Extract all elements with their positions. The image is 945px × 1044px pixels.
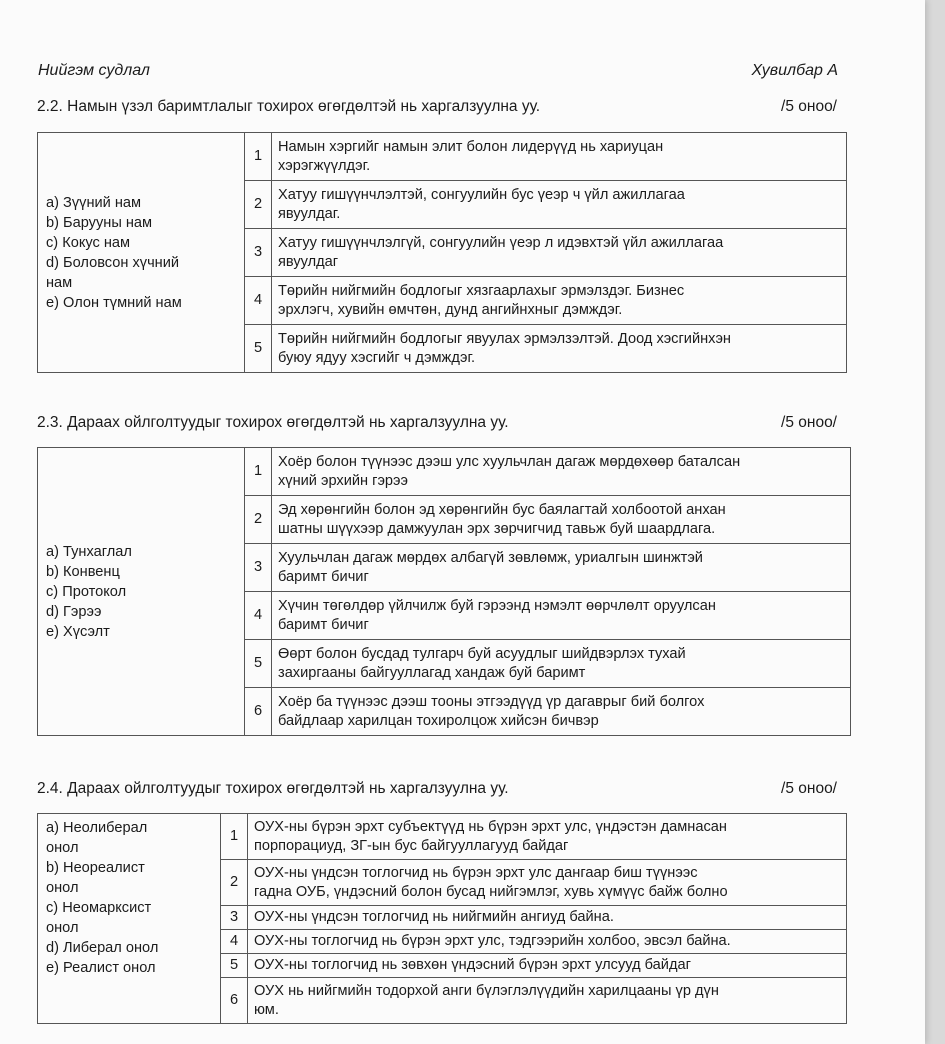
option-item: онол [46,880,79,896]
description-line: Эд хөрөнгийн болон эд хөрөнгийн бус баялагтай холбоотой анхан [278,501,726,518]
option-item: c) Неомарксист [46,900,152,916]
description-line: гадна ОУБ, үндэсний болон бусад нийгэмлэг, хувь хүмүүс байж болно [254,883,728,900]
description-line: буюу ядуу хэсгийг ч дэмждэг. [278,349,476,366]
question-points: /5 оноо/ [781,780,837,797]
option-item: b) Конвенц [46,563,120,580]
question-points: /5 оноо/ [781,98,837,115]
matching-table-2-3 [37,447,851,736]
row-description [272,181,847,229]
row-number: 6 [245,688,272,736]
description-line: явуулдаг [278,253,339,270]
row-description [272,133,847,181]
subject-title: Нийгэм судлал [38,62,150,79]
row-description [272,448,851,496]
description-line: явуулдаг. [278,205,341,222]
options-cell [38,448,245,736]
description-line: баримт бичиг [278,568,369,585]
option-item: е) Хүсэлт [46,623,110,640]
question-2-3-heading [37,414,837,432]
row-number: 4 [221,930,248,954]
description-line: байдлаар харилцан тохиролцож хийсэн бичвэр [278,712,599,729]
description-line: ОУХ-ны тоглогчид нь зөвхөн үндэсний бүрэн эрхт улсууд байдаг [254,957,691,973]
description-line: баримт бичиг [278,616,369,633]
question-points: /5 оноо/ [781,414,837,431]
row-number: 2 [245,496,272,544]
row-description [248,978,847,1024]
row-description [272,640,851,688]
description-line: Өөрт болон бусдад тулгарч буй асуудлыг шийдвэрлэх тухай [278,645,686,662]
row-number: 3 [245,544,272,592]
matching-table-2-2 [37,132,847,373]
option-item: d) Боловсон хүчний [46,254,180,271]
options-cell [38,814,221,1024]
description-line: Хатуу гишүүнчлэлгүй, сонгуулийн үеэр л идэвхтэй үйл ажиллагаа [278,234,724,251]
row-number: 3 [245,229,272,277]
description-line: Хатуу гишүүнчлэлтэй, сонгуулийн бус үеэр ч үйл ажиллагаа [278,186,685,203]
option-item: b) Барууны нам [46,214,153,231]
option-item: е) Олон түмний нам [46,294,182,311]
row-description [248,814,847,860]
row-description [272,496,851,544]
description-line: шатны шүүхээр дамжуулан эрх зөрчигчид тавьж буй шаардлага. [278,520,716,537]
row-number: 1 [221,814,248,860]
option-item: онол [46,840,79,856]
option-item: d) Либерал онол [46,940,159,956]
question-title: 2.4. Дараах ойлголтуудыг тохирох өгөгдөлтэй нь харгалзуулна уу. [37,780,509,797]
row-number: 2 [245,181,272,229]
description-line: захиргааны байгууллагад хандаж буй баримт [278,664,586,681]
description-line: Хоёр ба түүнээс дээш тооны этгээдүүд үр дагаврыг бий болгох [278,693,705,710]
option-item: а) Зүүний нам [46,194,142,211]
description-line: порпорациуд, ЗГ-ын бус байгууллагууд байдаг [254,837,569,854]
row-description [272,325,847,373]
description-line: хэрэгжүүлдэг. [278,157,371,174]
option-item: онол [46,920,79,936]
row-description [248,860,847,906]
row-description [272,277,847,325]
row-number: 1 [245,448,272,496]
option-item: c) Протокол [46,583,127,600]
row-description [272,544,851,592]
description-line: ОУХ-ны үндсэн тоглогчид нь бүрэн эрхт улс дангаар биш түүнээс [254,864,698,881]
row-description [248,906,847,930]
description-line: Хүчин төгөлдөр үйлчилж буй гэрээнд нэмэлт өөрчлөлт оруулсан [278,597,716,614]
option-item: c) Кокус нам [46,234,131,251]
row-description [272,688,851,736]
row-number: 5 [245,640,272,688]
matching-table-2-4 [37,813,847,1024]
option-item: е) Реалист онол [46,960,156,976]
row-description [272,592,851,640]
option-item: а) Тунхаглал [46,543,132,560]
question-title: 2.2. Намын үзэл баримтлалыг тохирох өгөгдөлтэй нь харгалзуулна уу. [37,98,541,115]
row-number: 5 [245,325,272,373]
description-line: ОУХ-ны тоглогчид нь бүрэн эрхт улс, тэдгээрийн холбоо, эвсэл байна. [254,933,731,949]
row-description [248,930,847,954]
options-cell [38,133,245,373]
row-number: 5 [221,954,248,978]
description-line: Төрийн нийгмийн бодлогыг явуулах эрмэлзэлтэй. Доод хэсгийнхэн [278,330,731,347]
row-description [272,229,847,277]
description-line: Хоёр болон түүнээс дээш улс хуульчлан дагаж мөрдөхөөр баталсан [278,453,741,470]
question-2-4-heading [37,780,837,798]
row-description [248,954,847,978]
description-line: ОУХ-ны үндсэн тоглогчид нь нийгмийн ангиуд байна. [254,909,614,925]
description-line: Хуульчлан дагаж мөрдөх албагүй зөвлөмж, уриалгын шинжтэй [278,549,703,566]
description-line: юм. [254,1001,279,1018]
row-number: 4 [245,277,272,325]
option-item: d) Гэрээ [46,603,102,620]
description-line: эрхлэгч, хувийн өмчтөн, дунд ангийнхныг дэмждэг. [278,301,623,318]
row-number: 2 [221,860,248,906]
description-line: ОУХ нь нийгмийн тодорхой анги бүлэглэлүүдийн харилцааны үр дүн [254,982,719,999]
row-number: 4 [245,592,272,640]
option-item: нам [46,274,73,291]
option-item: b) Неореалист [46,860,145,876]
question-2-2-heading [37,98,837,116]
description-line: Намын хэргийг намын элит болон лидерүүд нь хариуцан [278,138,664,155]
row-number: 3 [221,906,248,930]
option-item: а) Неолиберал [46,820,148,836]
page-header [38,62,838,80]
row-number: 6 [221,978,248,1024]
row-number: 1 [245,133,272,181]
description-line: ОУХ-ны бүрэн эрхт субъектүүд нь бүрэн эрхт улс, үндэстэн дамнасан [254,818,727,835]
variant-label: Хувилбар А [751,62,838,79]
description-line: Төрийн нийгмийн бодлогыг хязгаарлахыг эрмэлздэг. Бизнес [278,282,685,299]
question-title: 2.3. Дараах ойлголтуудыг тохирох өгөгдөлтэй нь харгалзуулна уу. [37,414,509,431]
description-line: хүний эрхийн гэрээ [278,472,408,489]
